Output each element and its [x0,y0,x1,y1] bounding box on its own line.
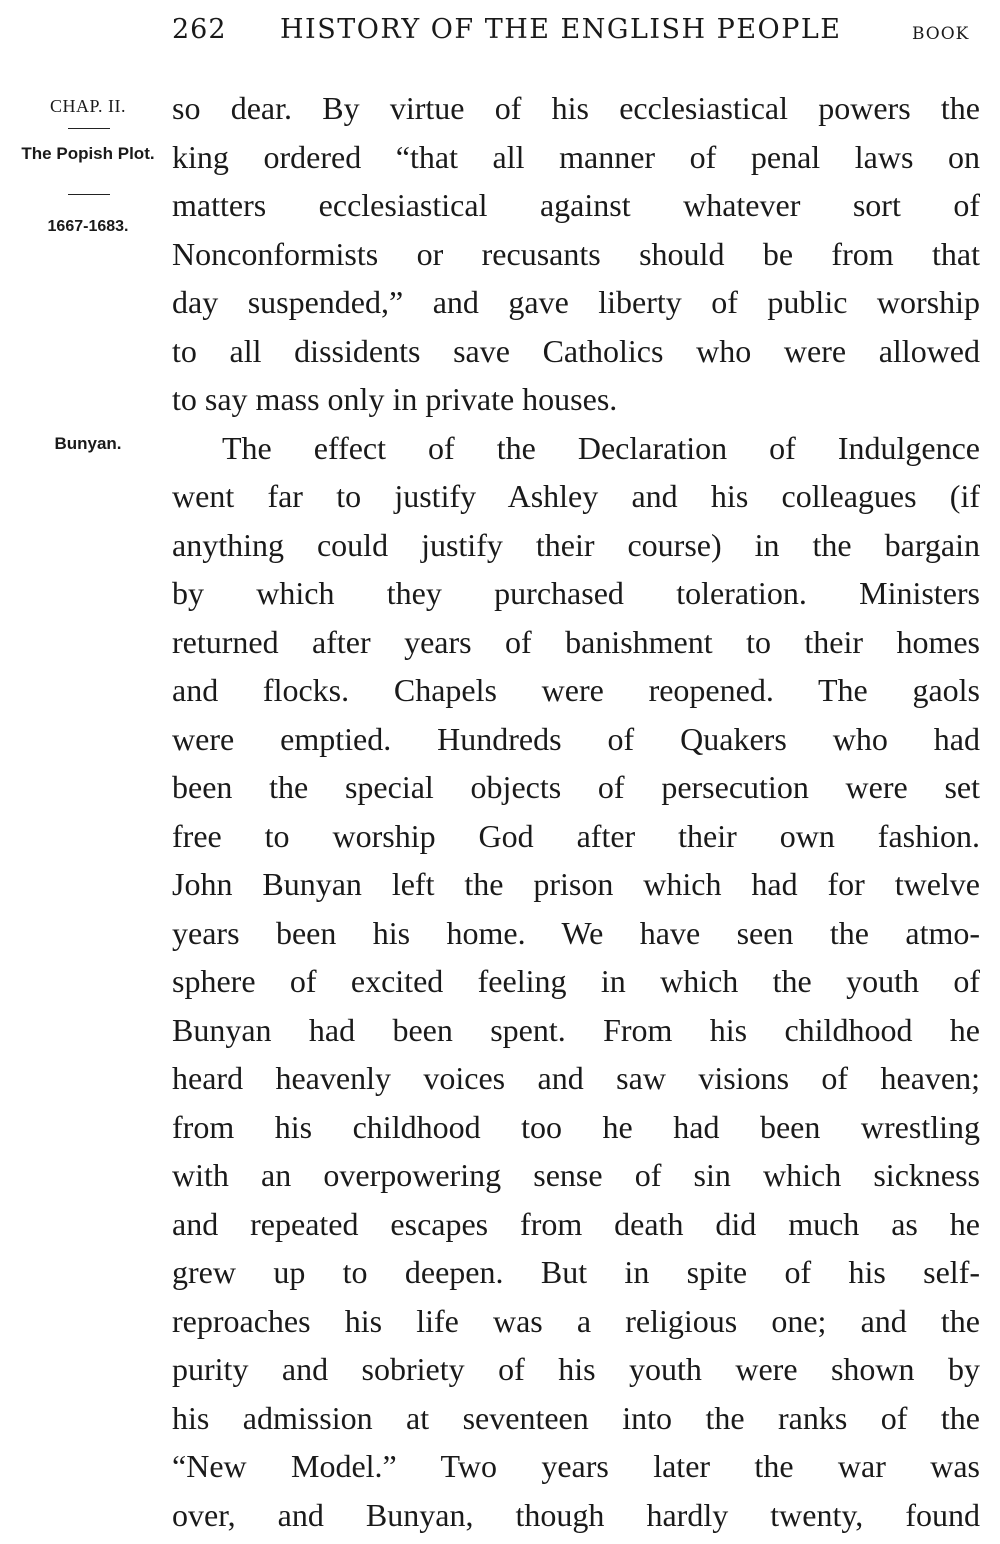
text-line: reproaches his life was a religious one; and the [172,1302,980,1339]
date-range: 1667-1683. [47,218,129,235]
text-line: grew up to deepen. But in spite of his self- [172,1254,980,1290]
text-line: matters ecclesiastical against whatever sort of [172,187,980,223]
text-line: free to worship God after their own fashion. [172,817,980,854]
margin-divider [68,128,110,129]
page-number: 262 [172,14,227,45]
text-line: heard heavenly voices and saw visions of heaven; [172,1060,980,1096]
text-line: king ordered “that all manner of penal laws on [172,138,980,175]
text-line: with an overpowering sense of sin which sickness [172,1157,980,1193]
running-title: HISTORY OF THE ENGLISH PEOPLE [280,14,842,45]
text-line: over, and Bunyan, though hardly twenty, found [172,1496,980,1533]
text-line: “New Model.” Two years later the war was [172,1448,980,1484]
text-line: purity and sobriety of his youth were shown by [172,1351,980,1387]
text-line: anything could justify their course) in the bargain [172,526,980,563]
text-line: to all dissidents save Catholics who were allowed [172,332,980,369]
page-header [0,14,1000,54]
text-line: were emptied. Hundreds of Quakers who had [172,720,980,757]
text-line: went far to justify Ashley and his colleagues (if [172,478,980,514]
text-line: years been his home. We have seen the atmo- [172,914,980,951]
book-label: BOOK [912,24,970,44]
text-line: by which they purchased toleration. Ministers [172,575,980,611]
text-line: so dear. By virtue of his ecclesiastical powers the [172,90,980,126]
text-line: Bunyan had been spent. From his childhood he [172,1011,980,1048]
text-line: day suspended,” and gave liberty of public worship [172,284,980,320]
text-line: Nonconformists or recusants should be from that [172,235,980,272]
text-line: to say mass only in private houses. [172,381,618,417]
text-line: his admission at seventeen into the ranks of the [172,1399,980,1436]
text-line: and repeated escapes from death did much as he [172,1205,980,1242]
chapter-label: CHAP. II. [49,96,126,116]
text-line: John Bunyan left the prison which had for twelve [172,866,980,902]
body-text [172,84,980,1539]
text-line: from his childhood too he had been wrestling [172,1108,980,1145]
text-line: The effect of the Declaration of Indulgence [222,429,980,466]
text-line: sphere of excited feeling in which the youth of [172,963,980,999]
side-note-bunyan: Bunyan. [54,434,122,453]
text-line: been the special objects of persecution were set [172,769,980,805]
text-line: and flocks. Chapels were reopened. The gaols [172,672,980,708]
text-line: returned after years of banishment to their homes [172,623,980,660]
section-title: The Popish Plot. [21,144,155,163]
margin-divider [68,194,110,195]
